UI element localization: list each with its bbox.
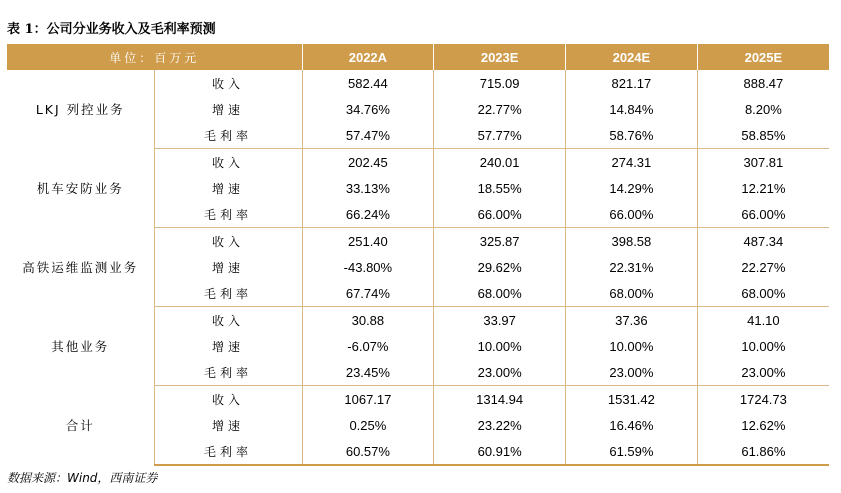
value-cell: 1314.94 bbox=[434, 386, 566, 413]
value-cell: 57.47% bbox=[302, 122, 434, 149]
value-cell: 22.31% bbox=[566, 254, 698, 280]
metric-label: 毛利率 bbox=[154, 122, 302, 149]
value-cell: 1067.17 bbox=[302, 386, 434, 413]
value-cell: 12.62% bbox=[697, 412, 829, 438]
value-cell: 18.55% bbox=[434, 175, 566, 201]
value-cell: 487.34 bbox=[697, 228, 829, 255]
metric-label: 增速 bbox=[154, 175, 302, 201]
table-body bbox=[7, 70, 829, 465]
metric-label: 增速 bbox=[154, 254, 302, 280]
metric-label: 毛利率 bbox=[154, 438, 302, 465]
value-cell: 60.91% bbox=[434, 438, 566, 465]
value-cell: 23.00% bbox=[566, 359, 698, 386]
metric-label: 收入 bbox=[154, 149, 302, 176]
value-cell: 10.00% bbox=[697, 333, 829, 359]
value-cell: 821.17 bbox=[566, 70, 698, 96]
value-cell: 582.44 bbox=[302, 70, 434, 96]
metric-label: 毛利率 bbox=[154, 359, 302, 386]
value-cell: 37.36 bbox=[566, 307, 698, 334]
value-cell: 1531.42 bbox=[566, 386, 698, 413]
year-header: 2025E bbox=[697, 44, 829, 70]
value-cell: 60.57% bbox=[302, 438, 434, 465]
table-row bbox=[7, 228, 829, 255]
segment-label: 合计 bbox=[7, 386, 154, 466]
value-cell: 22.77% bbox=[434, 96, 566, 122]
value-cell: 240.01 bbox=[434, 149, 566, 176]
value-cell: 34.76% bbox=[302, 96, 434, 122]
segment-label: 高铁运维监测业务 bbox=[7, 228, 154, 307]
value-cell: 398.58 bbox=[566, 228, 698, 255]
value-cell: 0.25% bbox=[302, 412, 434, 438]
value-cell: 1724.73 bbox=[697, 386, 829, 413]
metric-label: 收入 bbox=[154, 386, 302, 413]
segment-label: 机车安防业务 bbox=[7, 149, 154, 228]
value-cell: 66.24% bbox=[302, 201, 434, 228]
value-cell: -43.80% bbox=[302, 254, 434, 280]
year-header: 2024E bbox=[566, 44, 698, 70]
value-cell: 307.81 bbox=[697, 149, 829, 176]
metric-label: 增速 bbox=[154, 96, 302, 122]
metric-label: 收入 bbox=[154, 228, 302, 255]
segment-label: LKJ 列控业务 bbox=[7, 70, 154, 149]
table-row bbox=[7, 386, 829, 413]
table-header-row bbox=[7, 44, 829, 70]
metric-label: 毛利率 bbox=[154, 280, 302, 307]
value-cell: 23.22% bbox=[434, 412, 566, 438]
value-cell: 41.10 bbox=[697, 307, 829, 334]
value-cell: 325.87 bbox=[434, 228, 566, 255]
value-cell: 33.13% bbox=[302, 175, 434, 201]
value-cell: 8.20% bbox=[697, 96, 829, 122]
value-cell: 57.77% bbox=[434, 122, 566, 149]
forecast-table bbox=[7, 44, 829, 466]
value-cell: 16.46% bbox=[566, 412, 698, 438]
value-cell: 58.76% bbox=[566, 122, 698, 149]
table-row bbox=[7, 307, 829, 334]
value-cell: 66.00% bbox=[434, 201, 566, 228]
value-cell: 66.00% bbox=[697, 201, 829, 228]
value-cell: -6.07% bbox=[302, 333, 434, 359]
year-header: 2022A bbox=[302, 44, 434, 70]
unit-header: 单位：百万元 bbox=[7, 44, 302, 70]
segment-label: 其他业务 bbox=[7, 307, 154, 386]
value-cell: 12.21% bbox=[697, 175, 829, 201]
year-header: 2023E bbox=[434, 44, 566, 70]
value-cell: 14.29% bbox=[566, 175, 698, 201]
value-cell: 67.74% bbox=[302, 280, 434, 307]
metric-label: 收入 bbox=[154, 70, 302, 96]
table-title: 表 1：公司分业务收入及毛利率预测 bbox=[7, 22, 216, 37]
table-row bbox=[7, 149, 829, 176]
value-cell: 715.09 bbox=[434, 70, 566, 96]
value-cell: 14.84% bbox=[566, 96, 698, 122]
value-cell: 33.97 bbox=[434, 307, 566, 334]
value-cell: 202.45 bbox=[302, 149, 434, 176]
value-cell: 23.00% bbox=[697, 359, 829, 386]
value-cell: 29.62% bbox=[434, 254, 566, 280]
metric-label: 收入 bbox=[154, 307, 302, 334]
value-cell: 68.00% bbox=[697, 280, 829, 307]
table-row bbox=[7, 70, 829, 96]
value-cell: 58.85% bbox=[697, 122, 829, 149]
value-cell: 68.00% bbox=[434, 280, 566, 307]
value-cell: 10.00% bbox=[566, 333, 698, 359]
value-cell: 888.47 bbox=[697, 70, 829, 96]
value-cell: 22.27% bbox=[697, 254, 829, 280]
forecast-table-container bbox=[7, 44, 829, 466]
metric-label: 增速 bbox=[154, 333, 302, 359]
value-cell: 68.00% bbox=[566, 280, 698, 307]
value-cell: 274.31 bbox=[566, 149, 698, 176]
value-cell: 30.88 bbox=[302, 307, 434, 334]
metric-label: 毛利率 bbox=[154, 201, 302, 228]
value-cell: 23.00% bbox=[434, 359, 566, 386]
value-cell: 251.40 bbox=[302, 228, 434, 255]
value-cell: 10.00% bbox=[434, 333, 566, 359]
value-cell: 61.86% bbox=[697, 438, 829, 465]
value-cell: 66.00% bbox=[566, 201, 698, 228]
value-cell: 61.59% bbox=[566, 438, 698, 465]
metric-label: 增速 bbox=[154, 412, 302, 438]
source-note: 数据来源：Wind，西南证券 bbox=[7, 471, 158, 485]
value-cell: 23.45% bbox=[302, 359, 434, 386]
